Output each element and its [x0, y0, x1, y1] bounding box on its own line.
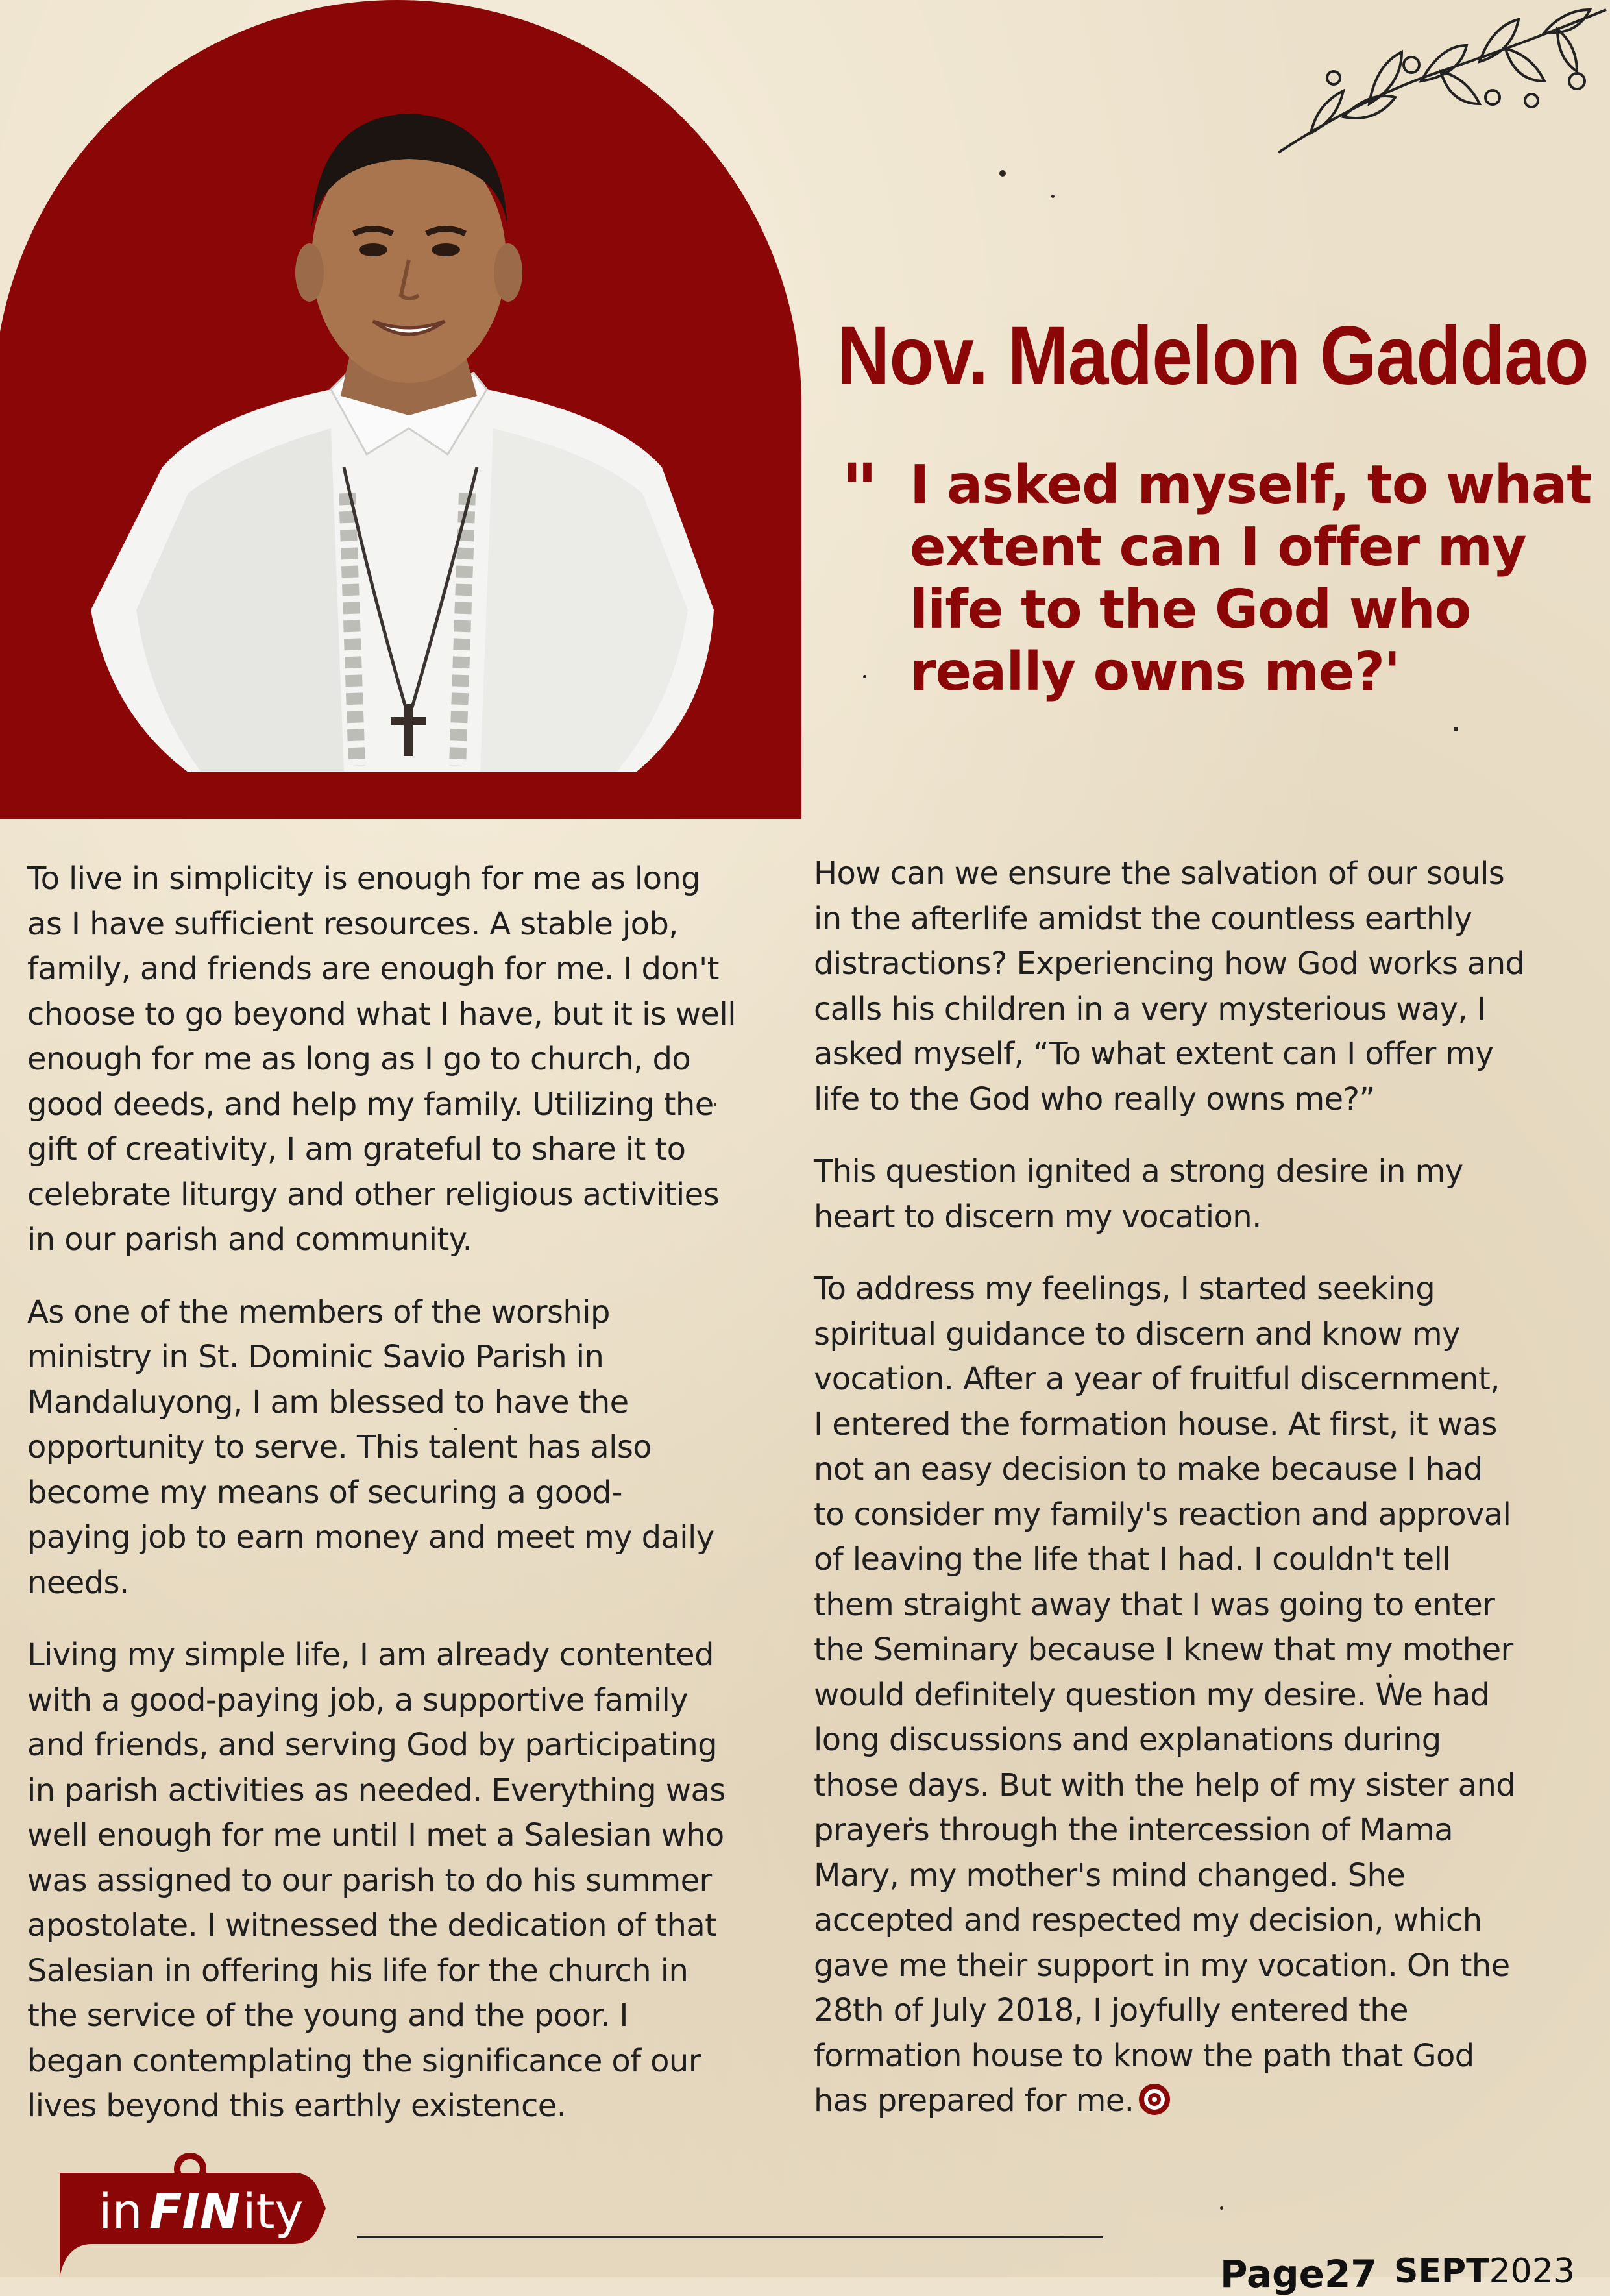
paper-speck	[999, 170, 1006, 177]
text-line: gift of creativity, I am grateful to share it to	[27, 1131, 686, 1167]
text-line: celebrate liturgy and other religious activities	[27, 1176, 719, 1213]
text-line: in our parish and community.	[27, 1221, 472, 1258]
text-line: Mandaluyong, I am blessed to have the	[27, 1384, 629, 1421]
text-line: How can we ensure the salvation of our souls	[814, 855, 1505, 892]
text-line: with a good-paying job, a supportive family	[27, 1681, 689, 1718]
issue-year: 2023	[1489, 2252, 1575, 2291]
end-of-article-mark-icon	[1138, 2082, 1171, 2116]
text-line: vocation. After a year of fruitful discernment,	[814, 1361, 1500, 1397]
text-line: enough for me as long as I go to church, do	[27, 1041, 691, 1077]
article-paragraph	[814, 851, 1592, 1122]
text-line: Living my simple life, I am already contented	[27, 1637, 714, 1673]
issue-month: SEPT	[1394, 2252, 1489, 2291]
article-paragraph	[27, 1290, 780, 1606]
portrait-frame	[0, 0, 801, 819]
logo-text-ity: ity	[243, 2184, 304, 2240]
article-paragraph	[27, 1633, 780, 2129]
text-line: opportunity to serve. This talent has also	[27, 1429, 652, 1465]
text-line: the Seminary because I knew that my mother	[814, 1631, 1513, 1668]
text-line: family, and friends are enough for me. I don't	[27, 951, 719, 987]
text-line: To live in simplicity is enough for me as long	[27, 861, 701, 897]
text-line: To address my feelings, I started seeking	[814, 1271, 1435, 1307]
page-number: Page27	[1220, 2252, 1377, 2296]
paper-speck	[1220, 2206, 1223, 2210]
text-line: has prepared for me.	[814, 2082, 1134, 2119]
pull-quote: I asked myself, to what extent can I offer my life to the God who really owns me?'	[910, 454, 1592, 703]
text-line: I entered the formation house. At first, it was	[814, 1406, 1497, 1443]
text-line: formation house to know the path that God	[814, 2037, 1474, 2074]
text-line: 28th of July 2018, I joyfully entered the	[814, 1992, 1408, 2029]
text-line: began contemplating the significance of our	[27, 2042, 701, 2079]
text-line: apostolate. I witnessed the dedication of that	[27, 1907, 717, 1944]
issue-date	[1394, 2252, 1575, 2291]
text-line: Salesian in offering his life for the church in	[27, 1952, 689, 1989]
quote-mark-icon: "	[841, 448, 879, 531]
text-line: gave me their support in my vocation. On the	[814, 1947, 1510, 1984]
text-line: well enough for me until I met a Salesian who	[27, 1817, 724, 1853]
logo-text-in: in	[99, 2184, 143, 2240]
text-line: in parish activities as needed. Everything was	[27, 1772, 726, 1809]
logo-text-fin: FIN	[149, 2184, 241, 2240]
text-line: the service of the young and the poor. I	[27, 1997, 628, 2034]
text-line: of leaving the life that I had. I couldn't tell	[814, 1541, 1450, 1578]
text-line: lives beyond this earthly existence.	[27, 2088, 567, 2124]
text-line: life to the God who really owns me?”	[814, 1081, 1375, 1117]
footer-rule	[357, 2236, 1103, 2238]
right-article-column	[814, 851, 1592, 2151]
paper-speck	[1454, 727, 1458, 731]
text-line: those days. But with the help of my sister and	[814, 1766, 1516, 1803]
text-line: needs.	[27, 1564, 129, 1601]
text-line: paying job to earn money and meet my daily	[27, 1519, 714, 1556]
leaf-branch-icon	[1272, 0, 1610, 162]
text-line: them straight away that I was going to enter	[814, 1586, 1495, 1623]
text-line: choose to go beyond what I have, but it is well	[27, 995, 736, 1032]
text-line: accepted and respected my decision, which	[814, 1902, 1482, 1938]
text-line: Mary, my mother's mind changed. She	[814, 1857, 1406, 1894]
left-article-column	[27, 857, 780, 2156]
paper-speck	[1051, 195, 1055, 198]
person-name-heading: Nov. Madelon Gaddao	[837, 310, 1589, 402]
text-line: distractions? Experiencing how God works and	[814, 946, 1525, 982]
text-line: This question ignited a strong desire in my	[814, 1153, 1463, 1190]
article-paragraph	[814, 1149, 1592, 1240]
text-line: and friends, and serving God by participating	[27, 1727, 718, 1763]
text-line: not an easy decision to make because I had	[814, 1451, 1483, 1487]
text-line: calls his children in a very mysterious way, I	[814, 990, 1486, 1027]
text-line: long discussions and explanations during	[814, 1722, 1441, 1758]
text-line: good deeds, and help my family. Utilizing the	[27, 1086, 714, 1123]
article-paragraph	[814, 1267, 1592, 2124]
article-paragraph	[27, 857, 780, 1263]
text-line: was assigned to our parish to do his summer	[27, 1862, 712, 1899]
text-line: ministry in St. Dominic Savio Parish in	[27, 1339, 604, 1375]
text-line: asked myself, “To what extent can I offer my	[814, 1036, 1494, 1072]
paper-speck	[863, 675, 866, 678]
text-line: would definitely question my desire. We had	[814, 1676, 1490, 1713]
text-line: spiritual guidance to discern and know my	[814, 1315, 1460, 1352]
text-line: as I have sufficient resources. A stable job,	[27, 905, 678, 942]
text-line: prayers through the intercession of Mama	[814, 1812, 1454, 1848]
portrait-photo	[0, 0, 801, 819]
text-line: heart to discern my vocation.	[814, 1198, 1262, 1235]
text-line: to consider my family's reaction and approval	[814, 1496, 1511, 1533]
infinity-logo	[53, 2153, 326, 2277]
text-line: become my means of securing a good-	[27, 1474, 622, 1511]
text-line: As one of the members of the worship	[27, 1293, 610, 1330]
text-line: in the afterlife amidst the countless earthly	[814, 900, 1472, 937]
